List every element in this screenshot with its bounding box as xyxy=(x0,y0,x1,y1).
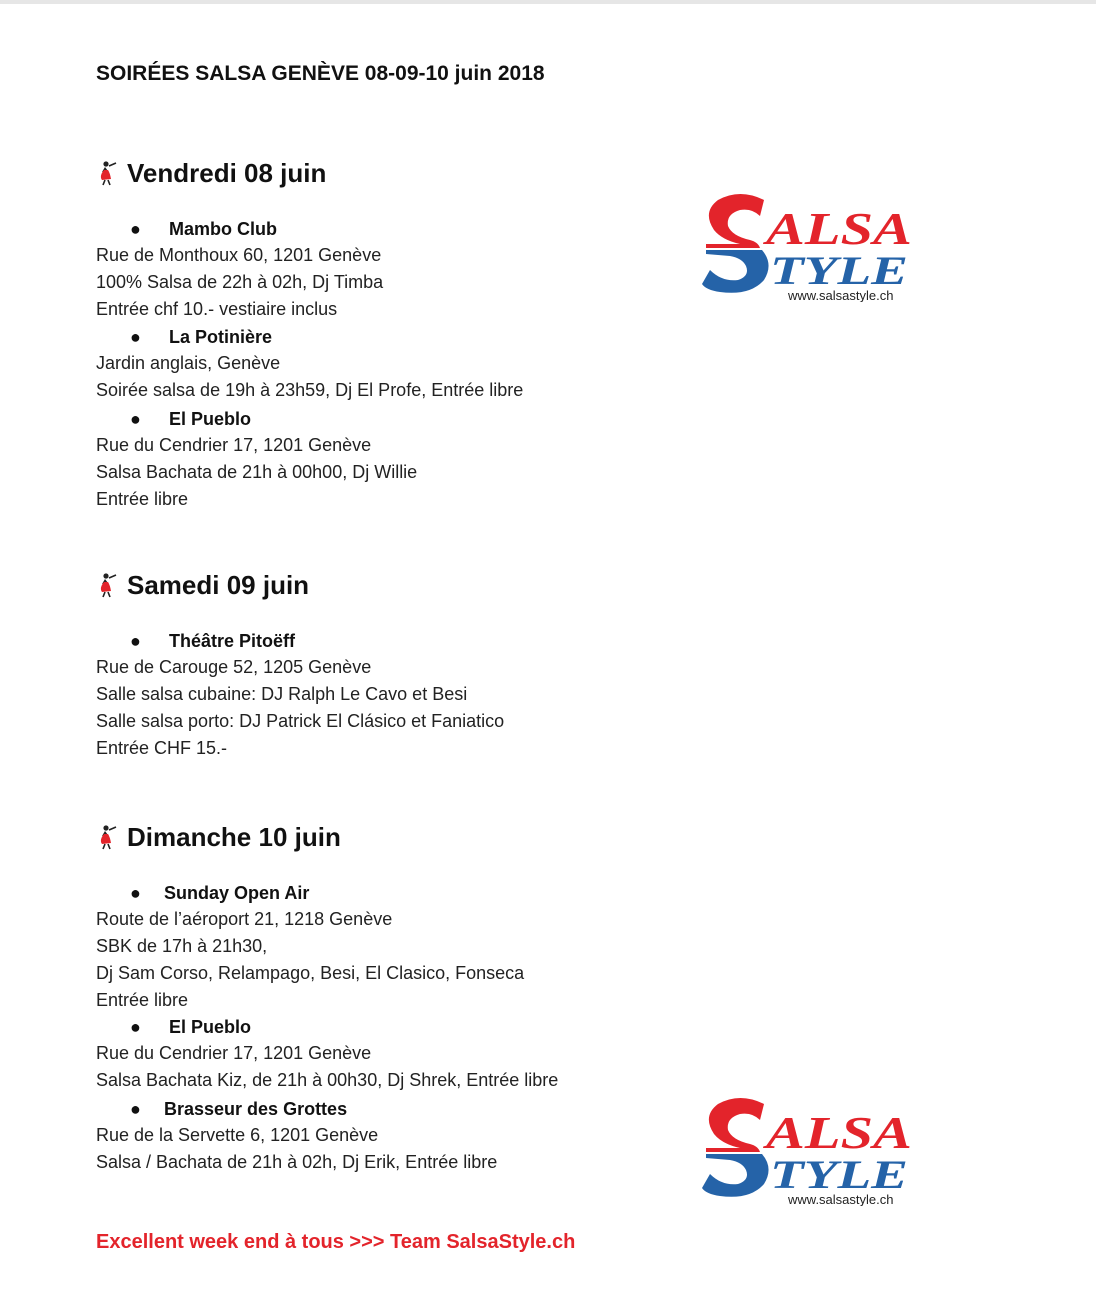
venue-address: Rue de la Servette 6, 1201 Genève xyxy=(96,1125,379,1145)
dancer-icon xyxy=(96,824,120,850)
venue-name: El Pueblo xyxy=(169,408,252,429)
day-heading-friday xyxy=(96,156,326,190)
logo-url: www.salsastyle.ch xyxy=(788,1192,894,1206)
venue-address: Rue du Cendrier 17, 1201 Genève xyxy=(96,435,372,455)
venue-address: Rue de Carouge 52, 1205 Genève xyxy=(96,657,372,677)
venue-name: Théâtre Pitoëff xyxy=(169,630,296,651)
venue-block xyxy=(96,406,417,513)
venue-name: Mambo Club xyxy=(169,218,277,239)
venue-name-line xyxy=(96,628,504,654)
venue-name: Sunday Open Air xyxy=(164,882,310,903)
venue-info: Entrée libre xyxy=(96,990,189,1010)
venue-info: Salsa / Bachata de 21h à 02h, Dj Erik, Entrée libre xyxy=(96,1152,498,1172)
bullet-icon: ● xyxy=(130,630,141,651)
day-label: Dimanche 10 juin xyxy=(127,821,341,852)
day-heading-saturday xyxy=(96,568,309,602)
venue-info: Dj Sam Corso, Relampago, Besi, El Clasico, Fonseca xyxy=(96,963,525,983)
venue-name-line xyxy=(96,324,523,350)
day-label: Vendredi 08 juin xyxy=(127,157,327,188)
footer-message: Excellent week end à tous >>> Team SalsaStyle.ch xyxy=(96,1231,576,1253)
venue-info: SBK de 17h à 21h30, xyxy=(96,936,268,956)
venue-address: Rue de Monthoux 60, 1201 Genève xyxy=(96,245,382,265)
bullet-icon: ● xyxy=(130,1016,141,1037)
bullet-icon: ● xyxy=(130,408,141,429)
venue-name: La Potinière xyxy=(169,326,273,347)
venue-block xyxy=(96,324,523,404)
logo-word-bottom: TYLE xyxy=(770,1152,908,1197)
venue-name-line xyxy=(96,1014,558,1040)
day-label: Samedi 09 juin xyxy=(127,569,310,600)
venue-name-line xyxy=(96,880,524,906)
bullet-icon: ● xyxy=(130,882,141,903)
venue-info: Salle salsa cubaine: DJ Ralph Le Cavo et Besi xyxy=(96,684,468,704)
venue-info: Entrée CHF 15.- xyxy=(96,738,228,758)
venue-name-line xyxy=(96,406,417,432)
venue-address: Route de l’aéroport 21, 1218 Genève xyxy=(96,909,393,929)
venue-info: Entrée chf 10.- vestiaire inclus xyxy=(96,299,338,319)
bullet-icon: ● xyxy=(130,1098,141,1119)
venue-name: El Pueblo xyxy=(169,1016,252,1037)
venue-info: Salsa Bachata Kiz, de 21h à 00h30, Dj Shrek, Entrée libre xyxy=(96,1070,559,1090)
dancer-icon xyxy=(96,572,120,598)
venue-block xyxy=(96,628,504,762)
salsastyle-logo xyxy=(700,1094,915,1206)
logo-word-top: ALSA xyxy=(762,203,912,254)
venue-name: Brasseur des Grottes xyxy=(164,1098,348,1119)
venue-block xyxy=(96,1014,558,1094)
venue-info: 100% Salsa de 22h à 02h, Dj Timba xyxy=(96,272,384,292)
venue-info: Soirée salsa de 19h à 23h59, Dj El Profe, Entrée libre xyxy=(96,380,524,400)
venue-block xyxy=(96,1096,497,1176)
document-title: SOIRÉES SALSA GENÈVE 08-09-10 juin 2018 xyxy=(96,62,545,85)
logo-word-bottom: TYLE xyxy=(770,248,908,293)
venue-address: Jardin anglais, Genève xyxy=(96,353,281,373)
logo-url: www.salsastyle.ch xyxy=(788,288,894,302)
dancer-icon xyxy=(96,160,120,186)
day-heading-sunday xyxy=(96,820,341,854)
venue-address: Rue du Cendrier 17, 1201 Genève xyxy=(96,1043,372,1063)
bullet-icon: ● xyxy=(130,326,141,347)
venue-info: Entrée libre xyxy=(96,489,189,509)
venue-info: Salle salsa porto: DJ Patrick El Clásico et Faniatico xyxy=(96,711,505,731)
salsastyle-logo xyxy=(700,190,915,302)
venue-name-line xyxy=(96,1096,497,1122)
venue-block xyxy=(96,880,524,1014)
venue-info: Salsa Bachata de 21h à 00h00, Dj Willie xyxy=(96,462,418,482)
logo-word-top: ALSA xyxy=(762,1107,912,1158)
venue-block xyxy=(96,216,383,323)
venue-name-line xyxy=(96,216,383,242)
bullet-icon: ● xyxy=(130,218,141,239)
